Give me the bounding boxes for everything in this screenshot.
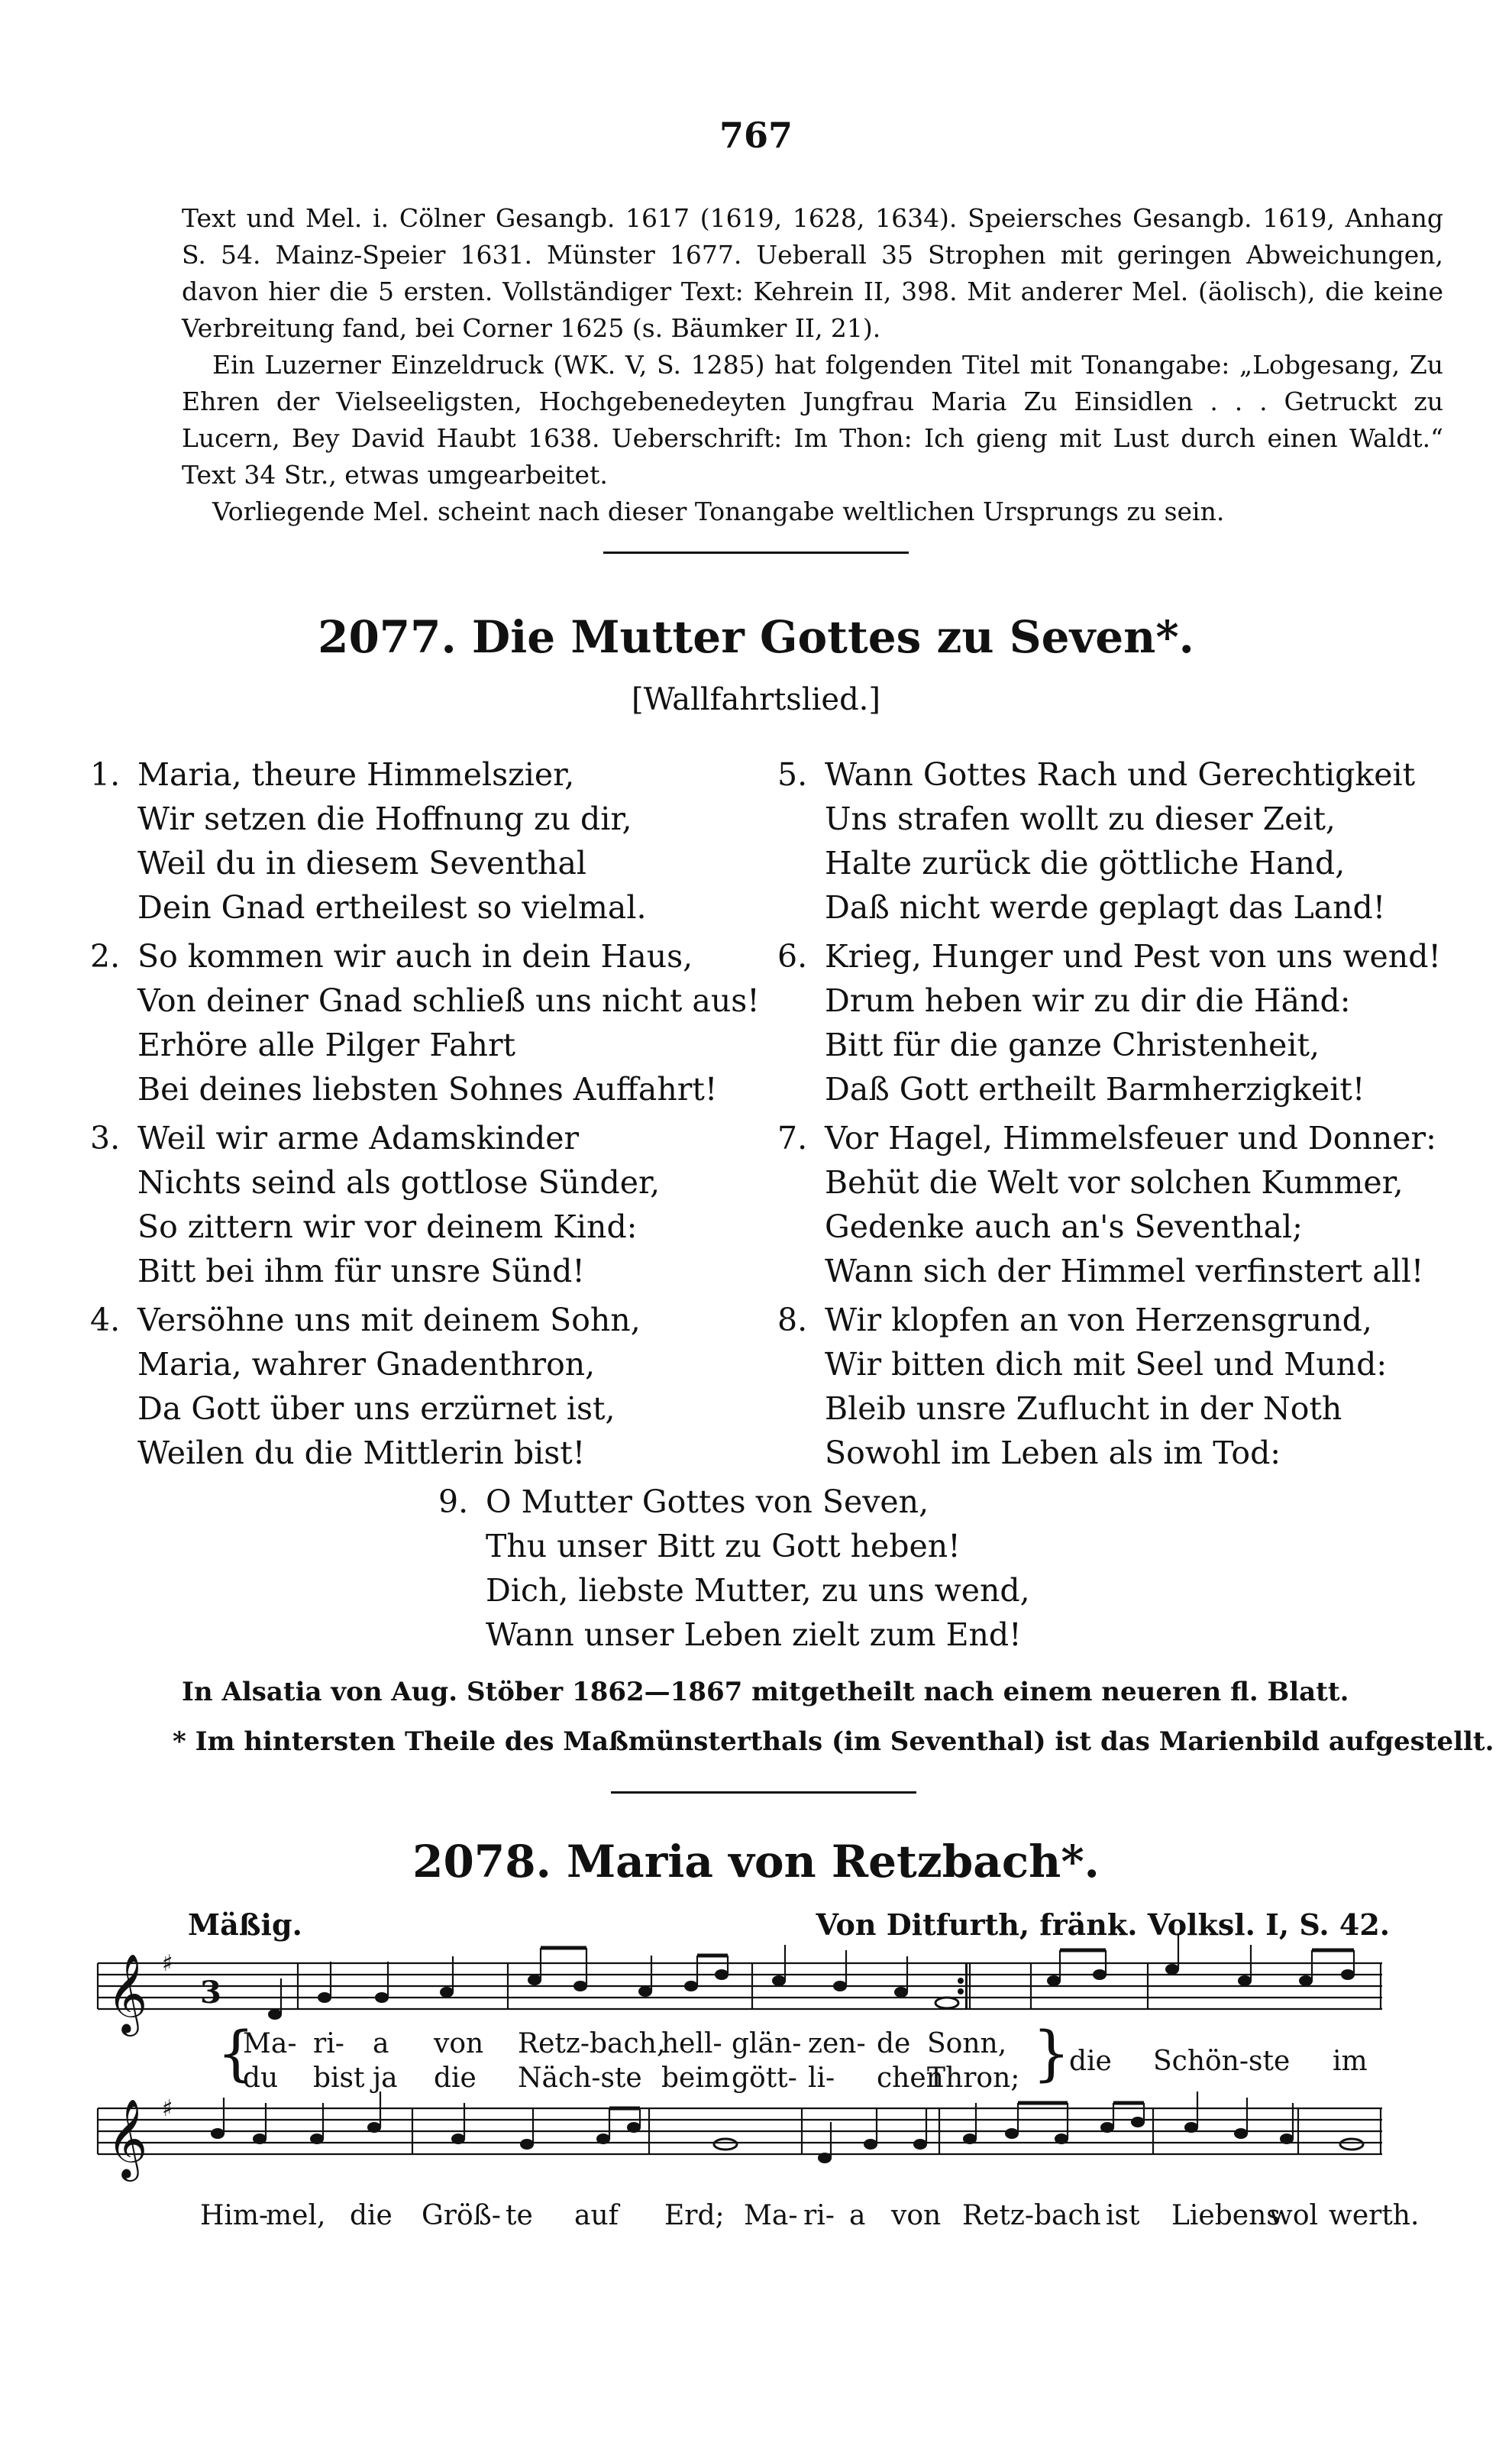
verse-line: Wann Gottes Rach und Gerechtigkeit: [825, 756, 1416, 793]
intro-paragraph-1: Text und Mel. i. Cölner Gesangb. 1617 (1619, 1628, 1634). Speiersches Gesangb. 1619, Anhang S. 54. Mainz-Speier 1631. Münster 1677. Ueberall 35 Strophen mit geringen Abweichungen, davon hier die 5 ersten. Vollständiger Text: Kehrein II, 398. Mit anderer Mel. (äolisch), die keine Verbreitung fand, bei Corner 1625 (s. Bäumker II, 21).: [182, 203, 1443, 343]
verse-line: Weilen du die Mittlerin bist!: [137, 1435, 586, 1471]
verse-line: Sowohl im Leben als im Tod:: [825, 1435, 1281, 1471]
verse-line: Wir klopfen an von Herzensgrund,: [825, 1302, 1372, 1338]
verse-number: 7.: [777, 1120, 808, 1157]
syllable: glän-: [732, 2028, 802, 2059]
verse-line: Wann sich der Himmel verfinstert all!: [825, 1253, 1424, 1289]
song-2078-number: 2078.: [412, 1836, 551, 1888]
syllable: Him-: [200, 2200, 269, 2231]
svg-text:𝄞: 𝄞: [107, 2098, 148, 2179]
verse-line: Thu unser Bitt zu Gott heben!: [486, 1528, 961, 1564]
verse-line: Von deiner Gnad schließ uns nicht aus!: [137, 982, 760, 1019]
syllable: Retz-bach,: [518, 2028, 666, 2059]
verse-line: So kommen wir auch in dein Haus,: [137, 938, 693, 975]
verse-line: Vor Hagel, Himmelsfeuer und Donner:: [825, 1120, 1436, 1157]
verse-line: Daß Gott ertheilt Barmherzigkeit!: [825, 1071, 1365, 1108]
syllable: du: [243, 2062, 279, 2094]
verse-line: Gedenke auch an's Seventhal;: [825, 1208, 1303, 1245]
syllable: te: [506, 2200, 533, 2231]
song-2077-title-text: Die Mutter Gottes zu Seven*.: [471, 611, 1194, 663]
syllable: Näch-ste: [518, 2062, 642, 2094]
syllable: gött-: [732, 2062, 797, 2094]
syllable: chen: [877, 2062, 944, 2094]
verse-line: Bitt für die ganze Christenheit,: [825, 1027, 1320, 1063]
syllable: im: [1333, 2046, 1368, 2077]
syllable: hell-: [661, 2028, 722, 2059]
syllable: ri-: [803, 2200, 835, 2231]
source-note: In Alsatia von Aug. Stöber 1862—1867 mitgetheilt nach einem neueren fl. Blatt.: [182, 1677, 1349, 1707]
syllable: Sonn,: [927, 2028, 1007, 2059]
syllable: de: [877, 2028, 911, 2059]
syllable: die: [1069, 2046, 1112, 2077]
staff-1: [98, 1963, 1382, 2009]
verse-line: Daß nicht werde geplagt das Land!: [825, 889, 1386, 926]
song-2078-title-text: Maria von Retzbach*.: [566, 1836, 1100, 1888]
lyric-brace-left: {: [217, 2020, 255, 2088]
verse-line: Bei deines liebsten Sohnes Auffahrt!: [137, 1071, 718, 1108]
key-signature-sharp-icon: [162, 1950, 173, 2122]
syllable: zen-: [808, 2028, 866, 2059]
treble-clef-icon: [107, 1953, 147, 2182]
syllable: auf: [574, 2200, 619, 2231]
svg-text:♯: ♯: [162, 1950, 173, 1977]
verse-line: Da Gott über uns erzürnet ist,: [137, 1390, 615, 1427]
verse-number: 2.: [90, 938, 121, 975]
syllable: Erd;: [664, 2200, 725, 2231]
verse-line: Versöhne uns mit deinem Sohn,: [137, 1302, 641, 1338]
melody-source: Von Ditfurth, fränk. Volksl. I, S. 42.: [816, 1907, 1390, 1942]
verse-number: 5.: [777, 756, 808, 793]
verse-line: Bleib unsre Zuflucht in der Noth: [825, 1390, 1342, 1427]
syllable: a: [849, 2200, 866, 2231]
syllable: werth.: [1329, 2200, 1420, 2231]
footnote: * Im hintersten Theile des Maßmünsterthals (im Seventhal) ist das Marienbild aufgestellt.: [173, 1726, 1494, 1757]
verse-line: Weil wir arme Adamskinder: [137, 1120, 580, 1157]
svg-text:𝄞: 𝄞: [107, 1953, 148, 2033]
verse-line: Maria, theure Himmelszier,: [137, 756, 575, 793]
intro-paragraph-2: Ein Luzerner Einzeldruck (WK. V, S. 1285) hat folgenden Titel mit Tonangabe: „Lobgesang, Zu Ehren der Vielseeligsten, Hochgebenedeyten Jungfrau Maria Zu Einsidlen . . . Getruckt zu Lucern, Bey David Haubt 1638. Ueberschrift: Im Thon: Ich gieng mit Lust durch einen Waldt.“ Text 34 Str., etwas umgearbeitet.: [182, 350, 1443, 490]
song-2077-subtitle: [Wallfahrtslied.]: [632, 682, 880, 717]
syllable: Größ-: [422, 2200, 501, 2231]
verse-line: Dein Gnad ertheilest so vielmal.: [137, 889, 647, 926]
syllable: die: [350, 2200, 393, 2231]
verse-number: 6.: [777, 938, 808, 975]
syllable: Liebens: [1171, 2200, 1281, 2231]
syllable: die: [434, 2062, 477, 2094]
syllable: mel,: [266, 2200, 326, 2231]
syllable: von: [891, 2200, 942, 2231]
verse-line: Erhöre alle Pilger Fahrt: [137, 1027, 516, 1063]
verse-number: 8.: [777, 1302, 808, 1338]
syllable: Schön-ste: [1153, 2046, 1291, 2077]
syllable: ja: [373, 2062, 398, 2094]
verse-line: Uns strafen wollt zu dieser Zeit,: [825, 801, 1336, 837]
syllable: bist: [313, 2062, 365, 2094]
syllable: Thron;: [927, 2062, 1020, 2094]
verse-line: Wir setzen die Hoffnung zu dir,: [137, 801, 632, 837]
verse-line: Dich, liebste Mutter, zu uns wend,: [486, 1572, 1030, 1609]
verse-line: Nichts seind als gottlose Sünder,: [137, 1164, 661, 1201]
syllable: von: [434, 2028, 484, 2059]
syllable: li-: [808, 2062, 835, 2094]
syllable: Ma-: [744, 2200, 798, 2231]
syllable: a: [373, 2028, 389, 2059]
verse-number: 3.: [90, 1120, 121, 1157]
verse-number: 4.: [90, 1302, 121, 1338]
verse-line: Weil du in diesem Seventhal: [137, 845, 587, 882]
verse-line: Behüt die Welt vor solchen Kummer,: [825, 1164, 1404, 1201]
verse-line: Maria, wahrer Gnadenthron,: [137, 1346, 596, 1383]
verse-line: Krieg, Hunger und Pest von uns wend!: [825, 938, 1441, 975]
syllable: Ma-: [243, 2028, 297, 2059]
svg-text:♯: ♯: [162, 2095, 173, 2122]
syllable: ist: [1106, 2200, 1140, 2231]
intro-paragraph-3: Vorliegende Mel. scheint nach dieser Tonangabe weltlichen Ursprungs zu sein.: [212, 497, 1225, 526]
syllable: ri-: [313, 2028, 344, 2059]
verse-line: So zittern wir vor deinem Kind:: [137, 1208, 638, 1245]
lyric-brace-right: }: [1032, 2020, 1071, 2088]
verse-line: Drum heben wir zu dir die Händ:: [825, 982, 1351, 1019]
page-number: 767: [719, 115, 793, 156]
song-2077-number: 2077.: [318, 611, 457, 663]
time-signature: 3: [200, 1975, 221, 2011]
verse-line: Halte zurück die göttliche Hand,: [825, 845, 1346, 882]
tempo-marking: Mäßig.: [188, 1907, 302, 1942]
syllable: Retz-bach: [962, 2200, 1101, 2231]
verse-line: Wir bitten dich mit Seel und Mund:: [825, 1346, 1388, 1383]
syllable: beim: [661, 2062, 730, 2094]
verse-number: 1.: [90, 756, 121, 793]
verse-line: Wann unser Leben zielt zum End!: [486, 1616, 1022, 1653]
verse-number: 9.: [438, 1483, 469, 1520]
syllable: wol: [1269, 2200, 1319, 2231]
verse-line: Bitt bei ihm für unsre Sünd!: [137, 1253, 585, 1289]
verse-line: O Mutter Gottes von Seven,: [486, 1483, 929, 1520]
